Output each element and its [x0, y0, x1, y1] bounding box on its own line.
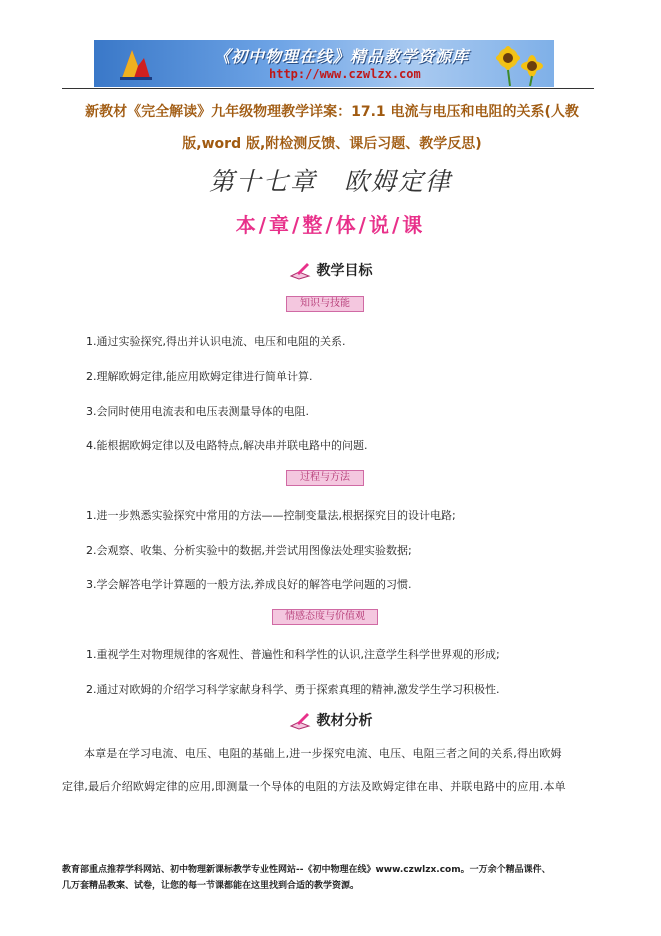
banner-title: 《初中物理在线》精品教学资源库 — [214, 47, 470, 66]
process-item-2: 2.会观察、收集、分析实验中的数据,并尝试用图像法处理实验数据; — [86, 544, 412, 557]
knowledge-item-3: 3.会同时使用电流表和电压表测量导体的电阻. — [86, 405, 309, 418]
footer-line-2: 几万套精品教案、试卷，让您的每一节课都能在这里找到合适的教学资源。 — [62, 881, 360, 891]
header-divider — [62, 88, 594, 89]
footer-line-1: 教育部重点推荐学科网站、初中物理新课标教学专业性网站--《初中物理在线》www.czwlzx.com。一万余个精品课件、 — [62, 865, 551, 875]
emotion-item-1: 1.重视学生对物理规律的客观性、普遍性和科学性的认识,注意学生科学世界观的形成; — [86, 648, 500, 661]
textbook-analysis-heading-text: 教材分析 — [316, 713, 373, 729]
knowledge-item-2: 2.理解欧姆定律,能应用欧姆定律进行简单计算. — [86, 370, 313, 383]
analysis-line-1: 本章是在学习电流、电压、电阻的基础上,进一步探究电流、电压、电阻三者之间的关系,得出欧姆 — [84, 747, 562, 760]
page-footer — [62, 862, 622, 894]
knowledge-item-4: 4.能根据欧姆定律以及电路特点,解决串并联电路中的问题. — [86, 439, 368, 452]
banner-url[interactable]: http://www.czwlzx.com — [269, 67, 421, 81]
sunflower-icon — [492, 42, 546, 86]
tag-emotion-values: 情感态度与价值观 — [272, 609, 378, 625]
emotion-item-2: 2.通过对欧姆的介绍学习科学家献身科学、勇于探索真理的精神,激发学生学习积极性. — [86, 683, 500, 696]
teaching-goals-heading — [0, 260, 661, 280]
analysis-paragraph — [62, 737, 602, 803]
knowledge-item-1: 1.通过实验探究,得出并认识电流、电压和电阻的关系. — [86, 335, 346, 348]
process-item-3: 3.学会解答电学计算题的一般方法,养成良好的解答电学问题的习惯. — [86, 578, 412, 591]
pen-book-icon — [289, 262, 311, 280]
document-title: 新教材《完全解读》九年级物理教学详案：17.1 电流与电压和电阻的关系(人教版,word 版,附检测反馈、课后习题、教学反思) — [85, 104, 579, 152]
tag-knowledge-skills: 知识与技能 — [286, 296, 364, 312]
teaching-goals-heading-text: 教学目标 — [316, 263, 373, 279]
chapter-subtitle: 本/章/整/体/说/课 — [235, 213, 426, 237]
process-item-1: 1.进一步熟悉实验探究中常用的方法——控制变量法,根据探究目的设计电路; — [86, 509, 456, 522]
header-banner — [94, 40, 554, 87]
site-logo-icon — [116, 44, 156, 84]
analysis-line-2: 定律,最后介绍欧姆定律的应用,即测量一个导体的电阻的方法及欧姆定律在串、并联电路中的应用.本单 — [62, 780, 566, 793]
pen-book-icon — [289, 712, 311, 730]
tag-process-methods: 过程与方法 — [286, 470, 364, 486]
textbook-analysis-heading — [0, 710, 661, 730]
chapter-title: 第十七章 欧姆定律 — [208, 167, 452, 196]
